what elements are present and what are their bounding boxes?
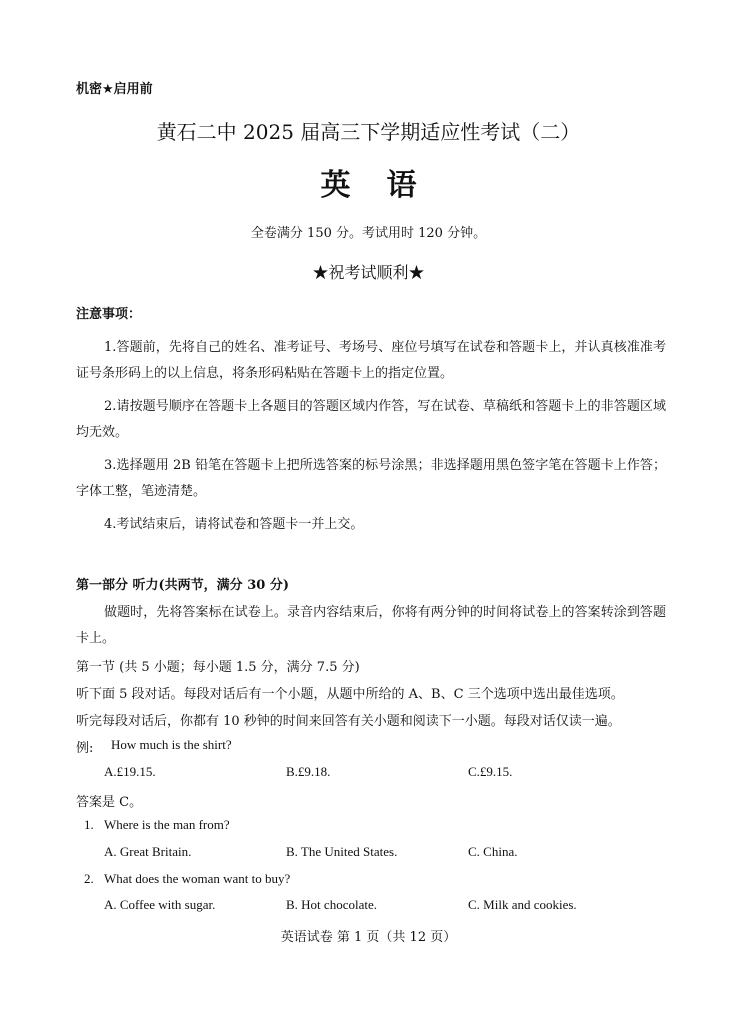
example-label: 例:: [76, 741, 94, 756]
notice-item: 4.考试结束后，请将试卷和答题卡一并上交。: [104, 517, 364, 532]
question-option-b: B. The United States.: [286, 844, 398, 859]
question-text: Where is the man from?: [104, 817, 230, 832]
example-option-a: A.£19.15.: [104, 764, 156, 779]
question-text: What does the woman want to buy?: [104, 871, 291, 886]
notice-item: 3.选择题用 2B 铅笔在答题卡上把所选答案的标号涂黑；非选择题用黑色签字笔在答题卡上作答；字体工整，笔迹清楚。: [76, 458, 666, 499]
question-option-a: A. Great Britain.: [104, 844, 192, 859]
subject-title: 英语: [320, 168, 453, 203]
question-option-a: A. Coffee with sugar.: [104, 897, 216, 912]
question-option-b: B. Hot chocolate.: [286, 897, 377, 912]
section1-instruction: 听下面 5 段对话。每段对话后有一个小题，从题中所给的 A、B、C 三个选项中选出最佳选项。: [76, 687, 624, 702]
example-answer: 答案是 C。: [76, 795, 143, 810]
part1-intro: 做题时，先将答案标在试卷上。录音内容结束后，你将有两分钟的时间将试卷上的答案转涂到答题卡上。: [76, 605, 666, 646]
example-question: How much is the shirt?: [111, 737, 232, 752]
notice-heading: 注意事项：: [76, 307, 142, 322]
exam-title: 黄石二中 2025 届高三下学期适应性考试（二）: [156, 120, 581, 144]
section1-instruction: 听完每段对话后，你都有 10 秒钟的时间来回答有关小题和阅读下一小题。每段对话仅读一遍。: [76, 714, 621, 729]
example-option-c: C.£9.15.: [468, 764, 513, 779]
example-option-b: B.£9.18.: [286, 764, 331, 779]
question-number: 2.: [84, 871, 94, 886]
part1-heading: 第一部分 听力(共两节，满分 30 分): [76, 578, 289, 593]
notice-item: 2.请按题号顺序在答题卡上各题目的答题区域内作答，写在试卷、草稿纸和答题卡上的非答题区域均无效。: [76, 399, 666, 440]
confidential-label: 机密★启用前: [76, 82, 153, 97]
section1-heading: 第一节 (共 5 小题；每小题 1.5 分，满分 7.5 分): [76, 660, 360, 675]
question-option-c: C. China.: [468, 844, 518, 859]
page-footer: 英语试卷 第 1 页（共 12 页）: [280, 930, 457, 945]
score-note: 全卷满分 150 分。考试用时 120 分钟。: [250, 226, 487, 241]
notice-item: 1.答题前，先将自己的姓名、准考证号、考场号、座位号填写在试卷和答题卡上，并认真核准准考证号条形码上的以上信息，将条形码粘贴在答题卡上的指定位置。: [76, 340, 666, 381]
wish-line: ★祝考试顺利★: [312, 263, 425, 282]
question-option-c: C. Milk and cookies.: [468, 897, 577, 912]
question-number: 1.: [84, 817, 94, 832]
